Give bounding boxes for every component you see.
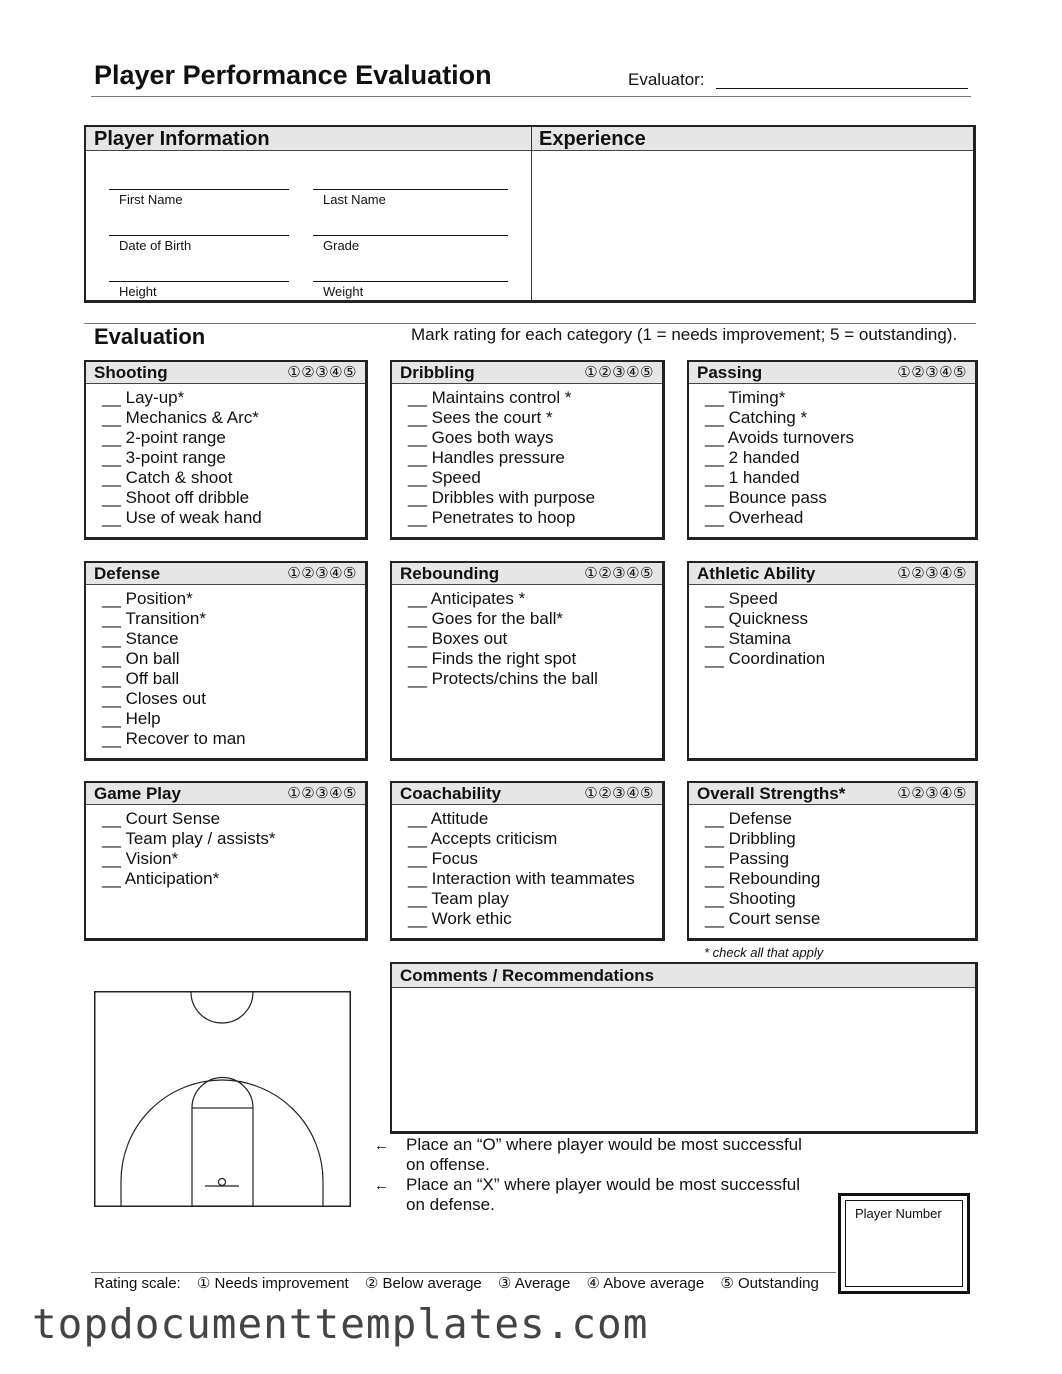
category-header bbox=[689, 563, 975, 585]
offense-instructions: Place an “O” where player would be most successful on offense. bbox=[406, 1135, 802, 1174]
rating-scale-4: ④ Above average bbox=[586, 1275, 705, 1292]
checklist-item[interactable]: __ Closes out bbox=[102, 689, 365, 709]
player-info-panel bbox=[84, 125, 976, 303]
player-number-label: Player Number bbox=[855, 1206, 942, 1221]
evaluation-divider bbox=[84, 323, 976, 324]
comments-heading: Comments / Recommendations bbox=[400, 966, 655, 985]
checklist-item[interactable]: __ Goes for the ball* bbox=[408, 609, 662, 629]
checklist-item[interactable]: __ Sees the court * bbox=[408, 408, 662, 428]
category-box bbox=[84, 781, 368, 941]
category-header bbox=[689, 362, 975, 384]
rating-scale-label: Rating scale: bbox=[94, 1275, 181, 1292]
checklist-item[interactable]: __ Finds the right spot bbox=[408, 649, 662, 669]
category-header bbox=[86, 362, 365, 384]
evaluation-heading: Evaluation bbox=[94, 324, 206, 349]
checklist-item[interactable]: __ Timing* bbox=[705, 388, 975, 408]
info-divider bbox=[531, 127, 532, 300]
category-box bbox=[390, 360, 665, 540]
checklist-item[interactable]: __ Passing bbox=[705, 849, 975, 869]
checklist-item[interactable]: __ Rebounding bbox=[705, 869, 975, 889]
half-court-diagram[interactable] bbox=[94, 991, 351, 1207]
rating-scale-legend bbox=[94, 1274, 831, 1292]
key-lane bbox=[192, 1108, 253, 1206]
grade-field[interactable] bbox=[313, 235, 508, 253]
center-circle bbox=[191, 992, 253, 1023]
checklist-item[interactable]: __ Catching * bbox=[705, 408, 975, 428]
rating-circles[interactable]: ①②③④⑤ bbox=[584, 785, 654, 802]
category-box bbox=[84, 561, 368, 761]
checklist-item[interactable]: __ Avoids turnovers bbox=[705, 428, 975, 448]
checklist-item[interactable]: __ Catch & shoot bbox=[102, 468, 365, 488]
category-header bbox=[86, 563, 365, 585]
weight-label: Weight bbox=[323, 284, 364, 299]
category-checklist bbox=[86, 384, 365, 528]
evaluator-label: Evaluator: bbox=[628, 70, 705, 89]
checklist-item[interactable]: __ Stance bbox=[102, 629, 365, 649]
checklist-item[interactable]: __ Speed bbox=[408, 468, 662, 488]
checklist-item[interactable]: __ Speed bbox=[705, 589, 975, 609]
category-header bbox=[392, 362, 662, 384]
checklist-item[interactable]: __ 2-point range bbox=[102, 428, 365, 448]
category-box bbox=[390, 781, 665, 941]
hoop bbox=[219, 1179, 226, 1186]
checklist-item[interactable]: __ Transition* bbox=[102, 609, 365, 629]
height-label: Height bbox=[119, 284, 157, 299]
footer-divider bbox=[91, 1272, 836, 1273]
checklist-item[interactable]: __ Handles pressure bbox=[408, 448, 662, 468]
checklist-item[interactable]: __ Accepts criticism bbox=[408, 829, 662, 849]
height-field[interactable] bbox=[109, 281, 289, 299]
first-name-label: First Name bbox=[119, 192, 183, 207]
rating-circles[interactable]: ①②③④⑤ bbox=[897, 565, 967, 582]
checklist-item[interactable]: __ Bounce pass bbox=[705, 488, 975, 508]
experience-field[interactable] bbox=[533, 153, 971, 298]
checklist-item[interactable]: __ Use of weak hand bbox=[102, 508, 365, 528]
checklist-item[interactable]: __ Shooting bbox=[705, 889, 975, 909]
last-name-field[interactable] bbox=[313, 189, 508, 207]
checklist-item[interactable]: __ Position* bbox=[102, 589, 365, 609]
checklist-item[interactable]: __ Dribbles with purpose bbox=[408, 488, 662, 508]
checklist-item[interactable]: __ Goes both ways bbox=[408, 428, 662, 448]
checklist-item[interactable]: __ Focus bbox=[408, 849, 662, 869]
watermark: topdocumenttemplates.com bbox=[32, 1300, 649, 1348]
checklist-item[interactable]: __ Team play bbox=[408, 889, 662, 909]
rating-circles[interactable]: ①②③④⑤ bbox=[897, 364, 967, 381]
comments-header bbox=[392, 964, 975, 988]
checklist-item[interactable]: __ Coordination bbox=[705, 649, 975, 669]
category-box bbox=[84, 360, 368, 540]
category-header bbox=[392, 563, 662, 585]
evaluator-field[interactable] bbox=[716, 88, 968, 89]
rating-scale-1: ① Needs improvement bbox=[196, 1275, 349, 1292]
category-checklist bbox=[392, 384, 662, 528]
page-title: Player Performance Evaluation bbox=[94, 60, 492, 90]
checklist-item[interactable]: __ Vision* bbox=[102, 849, 365, 869]
date-of-birth-label: Date of Birth bbox=[119, 238, 192, 253]
checklist-item[interactable]: __ Shoot off dribble bbox=[102, 488, 365, 508]
rating-scale-2: ② Below average bbox=[364, 1275, 482, 1292]
checklist-item[interactable]: __ Interaction with teammates bbox=[408, 869, 662, 889]
rating-circles[interactable]: ①②③④⑤ bbox=[584, 364, 654, 381]
checklist-item[interactable]: __ Attitude bbox=[408, 809, 662, 829]
category-box bbox=[687, 781, 978, 941]
checklist-item[interactable]: __ Team play / assists* bbox=[102, 829, 365, 849]
checklist-item[interactable]: __ Recover to man bbox=[102, 729, 365, 749]
player-number-box[interactable] bbox=[838, 1193, 970, 1294]
defense-instructions: Place an “X” where player would be most successful on defense. bbox=[406, 1175, 801, 1214]
rating-scale-3: ③ Average bbox=[497, 1275, 571, 1292]
rating-circles[interactable]: ①②③④⑤ bbox=[584, 565, 654, 582]
checklist-item[interactable]: __ Help bbox=[102, 709, 365, 729]
checklist-item[interactable]: __ Dribbling bbox=[705, 829, 975, 849]
rating-circles[interactable]: ①②③④⑤ bbox=[897, 785, 967, 802]
last-name-label: Last Name bbox=[323, 192, 386, 207]
category-title: Passing bbox=[697, 363, 763, 382]
category-title: Coachability bbox=[400, 784, 502, 803]
checklist-item[interactable]: __ Lay-up* bbox=[102, 388, 365, 408]
checklist-item[interactable]: __ 2 handed bbox=[705, 448, 975, 468]
checklist-item[interactable]: __ Work ethic bbox=[408, 909, 662, 929]
rating-circles[interactable]: ①②③④⑤ bbox=[287, 785, 357, 802]
category-checklist bbox=[86, 585, 365, 749]
category-title: Athletic Ability bbox=[697, 564, 816, 583]
arrow-left-icon: ← bbox=[374, 1177, 389, 1194]
player-info-heading: Player Information bbox=[86, 127, 531, 151]
checklist-item[interactable]: __ Protects/chins the ball bbox=[408, 669, 662, 689]
rating-scale-5: ⑤ Outstanding bbox=[720, 1275, 819, 1292]
evaluation-instructions: Mark rating for each category (1 = needs improvement; 5 = outstanding). bbox=[411, 325, 958, 344]
category-checklist bbox=[689, 585, 975, 669]
checklist-item[interactable]: __ Anticipates * bbox=[408, 589, 662, 609]
arrow-left-icon: ← bbox=[374, 1137, 389, 1154]
check-all-note: * check all that apply bbox=[704, 945, 824, 960]
weight-field[interactable] bbox=[313, 281, 508, 299]
checklist-item[interactable]: __ Boxes out bbox=[408, 629, 662, 649]
category-box bbox=[687, 360, 978, 540]
experience-heading: Experience bbox=[531, 127, 973, 151]
checklist-item[interactable]: __ Mechanics & Arc* bbox=[102, 408, 365, 428]
checklist-item[interactable]: __ 3-point range bbox=[102, 448, 365, 468]
first-name-field[interactable] bbox=[109, 189, 289, 207]
checklist-item[interactable]: __ Penetrates to hoop bbox=[408, 508, 662, 528]
comments-panel[interactable] bbox=[390, 962, 978, 1134]
category-title: Rebounding bbox=[400, 564, 500, 583]
court-boundary bbox=[95, 992, 351, 1207]
category-header bbox=[86, 783, 365, 805]
checklist-item[interactable]: __ Anticipation* bbox=[102, 869, 365, 889]
grade-label: Grade bbox=[323, 238, 360, 253]
category-title: Overall Strengths* bbox=[697, 784, 846, 803]
date-of-birth-field[interactable] bbox=[109, 235, 289, 253]
rating-circles[interactable]: ①②③④⑤ bbox=[287, 565, 357, 582]
rating-circles[interactable]: ①②③④⑤ bbox=[287, 364, 357, 381]
category-checklist bbox=[86, 805, 365, 889]
checklist-item[interactable]: __ 1 handed bbox=[705, 468, 975, 488]
three-point-arc bbox=[121, 1080, 323, 1206]
category-title: Shooting bbox=[94, 363, 168, 382]
category-checklist bbox=[392, 585, 662, 689]
checklist-item[interactable]: __ Overhead bbox=[705, 508, 975, 528]
checklist-item[interactable]: __ On ball bbox=[102, 649, 365, 669]
checklist-item[interactable]: __ Court Sense bbox=[102, 809, 365, 829]
category-title: Defense bbox=[94, 564, 161, 583]
category-box bbox=[687, 561, 978, 761]
checklist-item[interactable]: __ Defense bbox=[705, 809, 975, 829]
category-checklist bbox=[689, 384, 975, 528]
checklist-item[interactable]: __ Off ball bbox=[102, 669, 365, 689]
category-box bbox=[390, 561, 665, 761]
category-title: Game Play bbox=[94, 784, 181, 803]
category-header bbox=[689, 783, 975, 805]
header-divider bbox=[91, 96, 971, 97]
checklist-item[interactable]: __ Court sense bbox=[705, 909, 975, 929]
checklist-item[interactable]: __ Maintains control * bbox=[408, 388, 662, 408]
checklist-item[interactable]: __ Stamina bbox=[705, 629, 975, 649]
category-checklist bbox=[392, 805, 662, 929]
checklist-item[interactable]: __ Quickness bbox=[705, 609, 975, 629]
category-title: Dribbling bbox=[400, 363, 475, 382]
category-header bbox=[392, 783, 662, 805]
category-checklist bbox=[689, 805, 975, 929]
